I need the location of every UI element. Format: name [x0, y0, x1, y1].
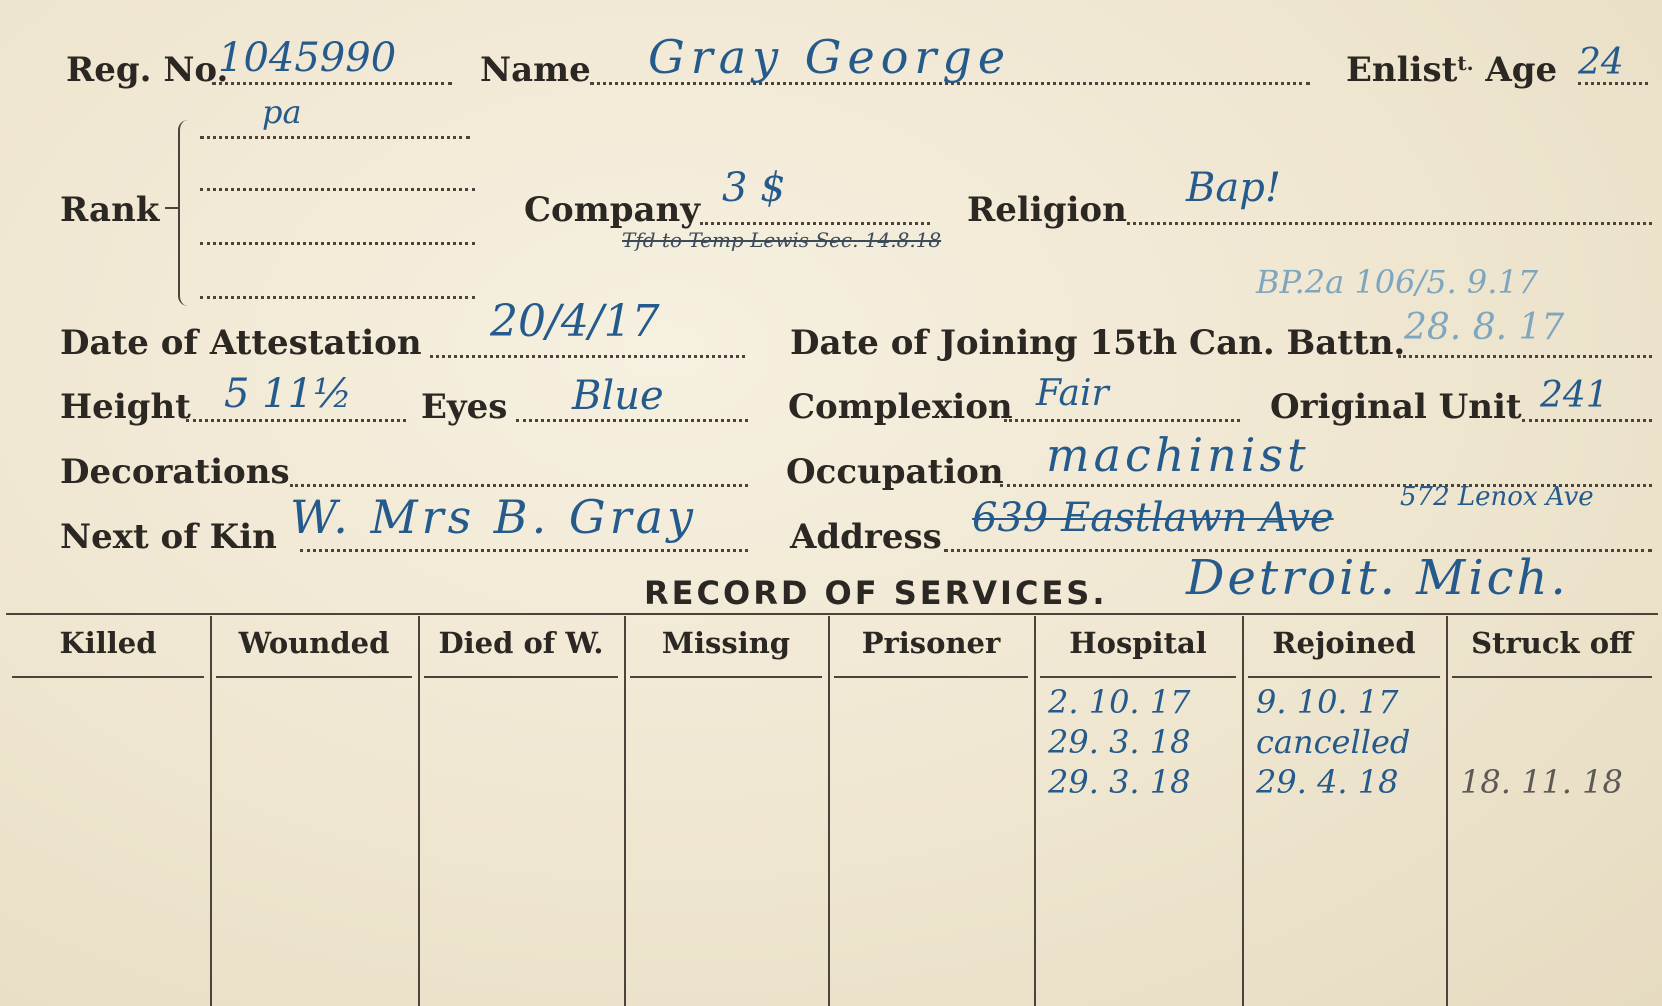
- column-header-underline: [424, 676, 618, 678]
- reg-no-value: 1045990: [218, 35, 397, 81]
- complexion-line: [1004, 419, 1240, 422]
- column-divider: [624, 616, 626, 1006]
- column-header-died-of-w: Died of W.: [438, 626, 604, 660]
- name-value: Gray George: [648, 30, 1012, 84]
- religion-label: Religion: [967, 190, 1127, 230]
- address-city-value: Detroit. Mich.: [1186, 550, 1569, 606]
- complexion-label: Complexion: [788, 387, 1013, 427]
- hospital-entry: 29. 3. 18: [1048, 763, 1191, 801]
- column-header-underline: [12, 676, 204, 678]
- height-line: [186, 419, 406, 422]
- occupation-label: Occupation: [786, 452, 1004, 492]
- rank-label: Rank: [60, 190, 160, 230]
- company-transfer-note: Tfd to Temp Lewis Sec. 14.8.18: [622, 228, 942, 252]
- column-header-underline: [1248, 676, 1440, 678]
- joining-line: [1398, 355, 1652, 358]
- address-label: Address: [790, 517, 942, 557]
- height-label: Height: [60, 387, 191, 427]
- original-unit-value: 241: [1540, 375, 1609, 416]
- column-header-prisoner: Prisoner: [861, 626, 1001, 660]
- company-value: 3 $: [722, 165, 786, 211]
- column-header-wounded: Wounded: [238, 626, 390, 660]
- table-top-rule: [6, 613, 1658, 615]
- column-divider: [1242, 616, 1244, 1006]
- next-of-kin-line: [300, 549, 748, 552]
- rank-line-3: [200, 242, 475, 245]
- decorations-line: [290, 484, 748, 487]
- column-header-killed: Killed: [59, 626, 157, 660]
- religion-line: [1127, 222, 1652, 225]
- column-header-struck-off: Struck off: [1471, 626, 1633, 660]
- reg-no-line: [212, 82, 452, 85]
- column-header-underline: [834, 676, 1028, 678]
- eyes-value: Blue: [572, 373, 664, 419]
- address-struck-value: 639 Eastlawn Ave: [972, 495, 1334, 541]
- rank-bracket-tip: [165, 207, 179, 209]
- rank-value: pa: [262, 93, 302, 131]
- attestation-line: [430, 355, 745, 358]
- reg-no-label: Reg. No.: [66, 50, 229, 90]
- attestation-value: 20/4/17: [490, 296, 660, 347]
- rejoined-entry: cancelled: [1256, 723, 1411, 761]
- eyes-label: Eyes: [421, 387, 508, 427]
- company-line: [700, 222, 930, 225]
- next-of-kin-value: W. Mrs B. Gray: [290, 490, 697, 544]
- column-divider: [828, 616, 830, 1006]
- rejoined-entry: 29. 4. 18: [1256, 763, 1399, 801]
- struck-off-entry: 18. 11. 18: [1460, 763, 1623, 801]
- rank-line-2: [200, 188, 475, 191]
- address-line2-value: 572 Lenox Ave: [1400, 482, 1594, 512]
- next-of-kin-label: Next of Kin: [60, 517, 277, 557]
- religion-value: Bap!: [1186, 165, 1281, 211]
- column-divider: [210, 616, 212, 1006]
- enlist-age-label: Enlist$^{t.}$ Age: [1346, 50, 1558, 90]
- column-header-underline: [630, 676, 822, 678]
- column-header-underline: [1452, 676, 1652, 678]
- height-value: 5 11½: [224, 371, 352, 417]
- column-divider: [418, 616, 420, 1006]
- attestation-label: Date of Attestation: [60, 323, 422, 363]
- joining-label: Date of Joining 15th Can. Battn.: [790, 323, 1406, 363]
- column-header-missing: Missing: [661, 626, 791, 660]
- hospital-entry: 2. 10. 17: [1048, 683, 1191, 721]
- original-unit-label: Original Unit: [1270, 387, 1522, 427]
- joining-value: 28. 8. 17: [1404, 307, 1565, 348]
- eyes-line: [516, 419, 748, 422]
- decorations-label: Decorations: [60, 452, 290, 492]
- column-divider: [1034, 616, 1036, 1006]
- original-unit-line: [1522, 419, 1652, 422]
- enlist-age-value: 24: [1578, 42, 1624, 83]
- rank-line-1: [200, 136, 470, 139]
- company-label: Company: [524, 190, 700, 230]
- complexion-value: Fair: [1036, 373, 1109, 414]
- name-label: Name: [480, 50, 591, 90]
- rejoined-entry: 9. 10. 17: [1256, 683, 1399, 721]
- column-header-rejoined: Rejoined: [1272, 626, 1416, 660]
- column-header-underline: [216, 676, 412, 678]
- column-header-hospital: Hospital: [1069, 626, 1207, 660]
- rank-line-4: [200, 296, 475, 299]
- record-of-services-title: RECORD OF SERVICES.: [644, 574, 1108, 612]
- hospital-entry: 29. 3. 18: [1048, 723, 1191, 761]
- column-divider: [1446, 616, 1448, 1006]
- occupation-value: machinist: [1046, 428, 1310, 482]
- column-header-underline: [1040, 676, 1236, 678]
- rank-bracket: [178, 120, 194, 306]
- battalion-note: BP.2a 106/5. 9.17: [1256, 263, 1539, 301]
